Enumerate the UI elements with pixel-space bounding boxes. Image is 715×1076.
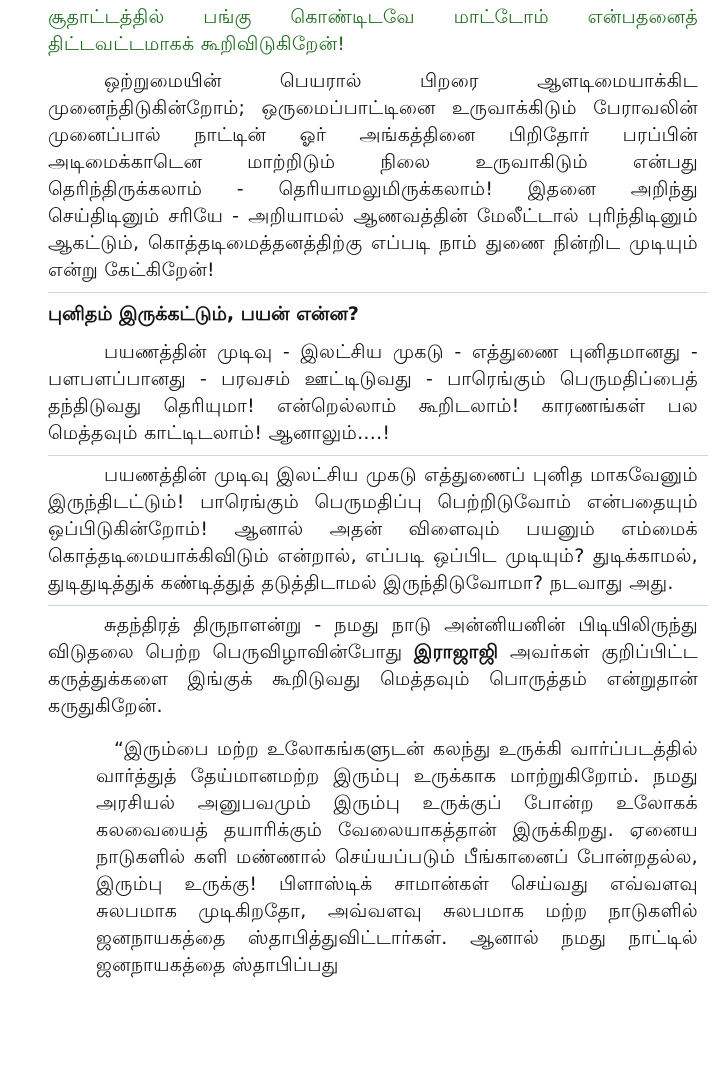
ideal-paragraph: பயணத்தின் முடிவு இலட்சிய முகடு எத்துணைப் புனித மாகவேனும் இருந்திடட்டும்! பாரெங்கும் பெருமதிப்பு பெற்றிடுவோம் என்பதையும் ஒப்பிடுகின்றோம்! ஆனால் அதன் விளைவும் பயனும் எம்மைக் கொத்தடிமையாக்கிவிடும் என்றால், எப்படி ஒப்பிட முடியும்? துடிக்காமல், துடிதுடித்துக் கண்டித்துத் தடுத்திடாமல் இருந்திடுவோமா? நடவாது அது. <box>48 464 698 594</box>
spacer <box>48 329 698 339</box>
divider <box>48 292 708 293</box>
journey-paragraph: பயணத்தின் முடிவு - இலட்சிய முகடு - எத்துணை புனிதமானது - பளபளப்பானது - பரவசம் ஊட்டிடுவது - பாரெங்கும் பெருமதிப்பைத் தந்திடுவது தெரியுமா! என்றெல்லாம் கூறிடலாம்! காரணங்கள் பல மெத்தவும் காட்டிடலாம்! ஆனாலும்....! <box>48 341 698 444</box>
document-page <box>48 4 698 979</box>
spacer <box>48 58 698 68</box>
opening-paragraph: சூதாட்டத்தில் பங்கு கொண்டிடவே மாட்டோம் என்பதனைத் திட்டவட்டமாகக் கூறிவிடுகிறேன்! <box>48 6 698 55</box>
rajaji-quote: “இரும்பை மற்ற உலோகங்களுடன் கலந்து உருக்கி வார்ப்படத்தில் வார்த்துத் தேய்மானமற்ற இரும்பு உருக்காக மாற்றுகிறோம். நமது அரசியல் அனுபவமும் இரும்பு உருக்குப் போன்ற உலோகக் கலவையைத் தயாரிக்கும் வேலையாகத்தான் இருக்கிறது. ஏனைய நாடுகளில் களி மண்ணால் செய்யப்படும் பீங்கானைப் போன்றதல்ல, இரும்பு உருக்கு! பிளாஸ்டிக் சாமான்கள் செய்வது எவ்வளவு சுலபமாக முடிகிறதோ, அவ்வளவு சுலபமாக மற்ற நாடுகளில் ஜனநாயகத்தை ஸ்தாபித்துவிட்டார்கள். ஆனால் நமது நாட்டில் ஜனநாயகத்தை ஸ்தாபிப்பது <box>96 738 698 976</box>
section-heading: புனிதம் இருக்கட்டும், பயன் என்ன? <box>48 303 359 325</box>
divider <box>48 455 708 456</box>
rajaji-paragraph <box>48 612 698 720</box>
rajaji-after: அவர்கள் குறிப்பிட்ட கருத்துக்களை இங்குக் கூறிடுவது மெத்தவும் பொருத்தம் என்றுதான் கருதுகிறேன். <box>48 641 699 717</box>
unity-paragraph: ஒற்றுமையின் பெயரால் பிறரை ஆளடிமையாக்கிட முனைந்திடுகின்றோம்; ஒருமைப்பாட்டினை உருவாக்கிடும் பேராவலின் முனைப்பால் நாட்டின் ஓர் அங்கத்தினை பிறிதோர் பரப்பின் அடிமைக்காடென மாற்றிடும் நிலை உருவாகிடும் என்பது தெரிந்திருக்கலாம் - தெரியாமலுமிருக்கலாம்! இதனை அறிந்து செய்திடினும் சரியே - அறியாமல் ஆணவத்தின் மேலீட்டால் புரிந்திடினும் ஆகட்டும், கொத்தடிமைத்தனத்திற்கு எப்படி நாம் துணை நின்றிட முடியும் என்று கேட்கிறேன்! <box>48 70 698 281</box>
rajaji-before: சுதந்திரத் திருநாளன்று - நமது நாடு அன்னியனின் பிடியிலிருந்து விடுதலை பெற்ற பெருவிழாவின்போது <box>48 614 698 663</box>
rajaji-name: இராஜாஜி <box>413 641 499 663</box>
spacer <box>48 720 698 736</box>
divider <box>48 605 708 606</box>
